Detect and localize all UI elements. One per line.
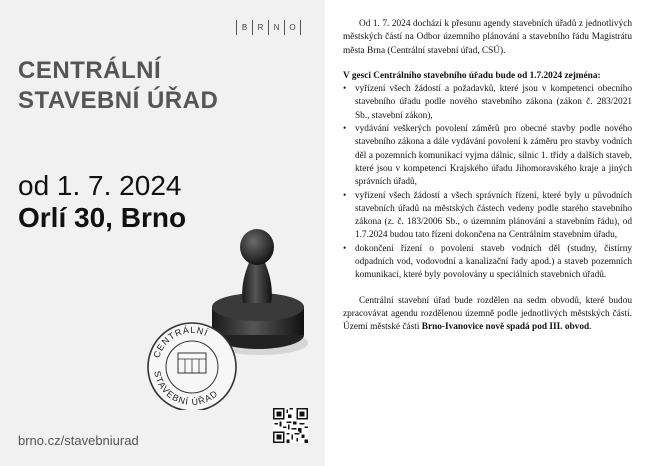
office-address: Orlí 30, Brno [18,202,187,233]
districts-end: . [589,322,592,333]
list-item: • vyřízení všech žádostí a všech správních řízení, které byly u původních stavebních úřadů na městských částech vedeny podle starého stavebního zákona (z. č. 183/2006 Sb., o územním plánování a stavebním řádu), od 1.7.2024 budou tato řízení dokončena na Centrálním stavebním úřadu, [343,190,632,243]
start-date: od 1. 7. 2024 [18,170,182,201]
list-item: • vyřízení všech žádostí a požadavků, které jsou v kompetenci obecního stavebního úřadu podle nového stavebního zákona (zákon č. 283/2021 Sb., stavební zákon), [343,83,632,123]
logo-letter: O [285,20,301,35]
list-item: • vydávání veškerých povolení záměrů pro obecné stavby podle nového stavebního zákona a dále vydávání povolení k záměru pro stavby vodních děl a pozemních komunikací vyjma dálnic, silnic 1. třídy a dalších staveb, které jsou v kompetenci Krajského úřadu Jihomoravského kraje a jiných správních úřadů, [343,123,632,189]
brno-logo [236,20,301,35]
info-text [343,18,632,335]
logo-letter: N [269,20,285,35]
district-assignment: Brno-Ivanovice nově spadá pod III. obvod [421,322,590,333]
list-item: • dokončení řízení o povolení staveb vodních děl (studny, čistírny odpadních vod, vodovodní a kanalizační řady apod.) a staveb pozemních komunikací, které byly povolovány u speciálních stavebních úřadů. [343,243,632,283]
website-link[interactable]: brno.cz/stavebniurad [18,433,139,448]
stamp-text-bottom: STAVEBNÍ ÚŘAD [152,370,221,408]
responsibilities-list [343,83,632,282]
qr-code-icon[interactable] [273,408,308,443]
title-line-1: CENTRÁLNÍ [18,57,162,84]
stamp-text-top: CENTRÁLNÍ [151,324,210,360]
office-title [18,56,218,116]
districts-paragraph [343,295,632,335]
responsibilities-heading: V gesci Centrálního stavebního úřadu bude od 1.7.2024 zejména: [343,70,601,81]
districts-text: Centrální stavební úřad bude rozdělen na sedm obvodů, které budou zpracovávat agendu rozdělenou územně podle jednotlivých městských částí. Území městské části [343,295,632,333]
title-line-2: STAVEBNÍ ÚŘAD [18,87,219,114]
intro-paragraph: Od 1. 7. 2024 dochází k přesunu agendy stavebních úřadů z jednotlivých městských částí na Odbor územního plánování a stavebního řádu Magistrátu města Brna (Centrální stavební úřad, CSÚ). [343,19,632,56]
rubber-stamp-icon [140,225,310,410]
logo-letter: B [236,20,253,35]
logo-letter: R [253,20,269,35]
